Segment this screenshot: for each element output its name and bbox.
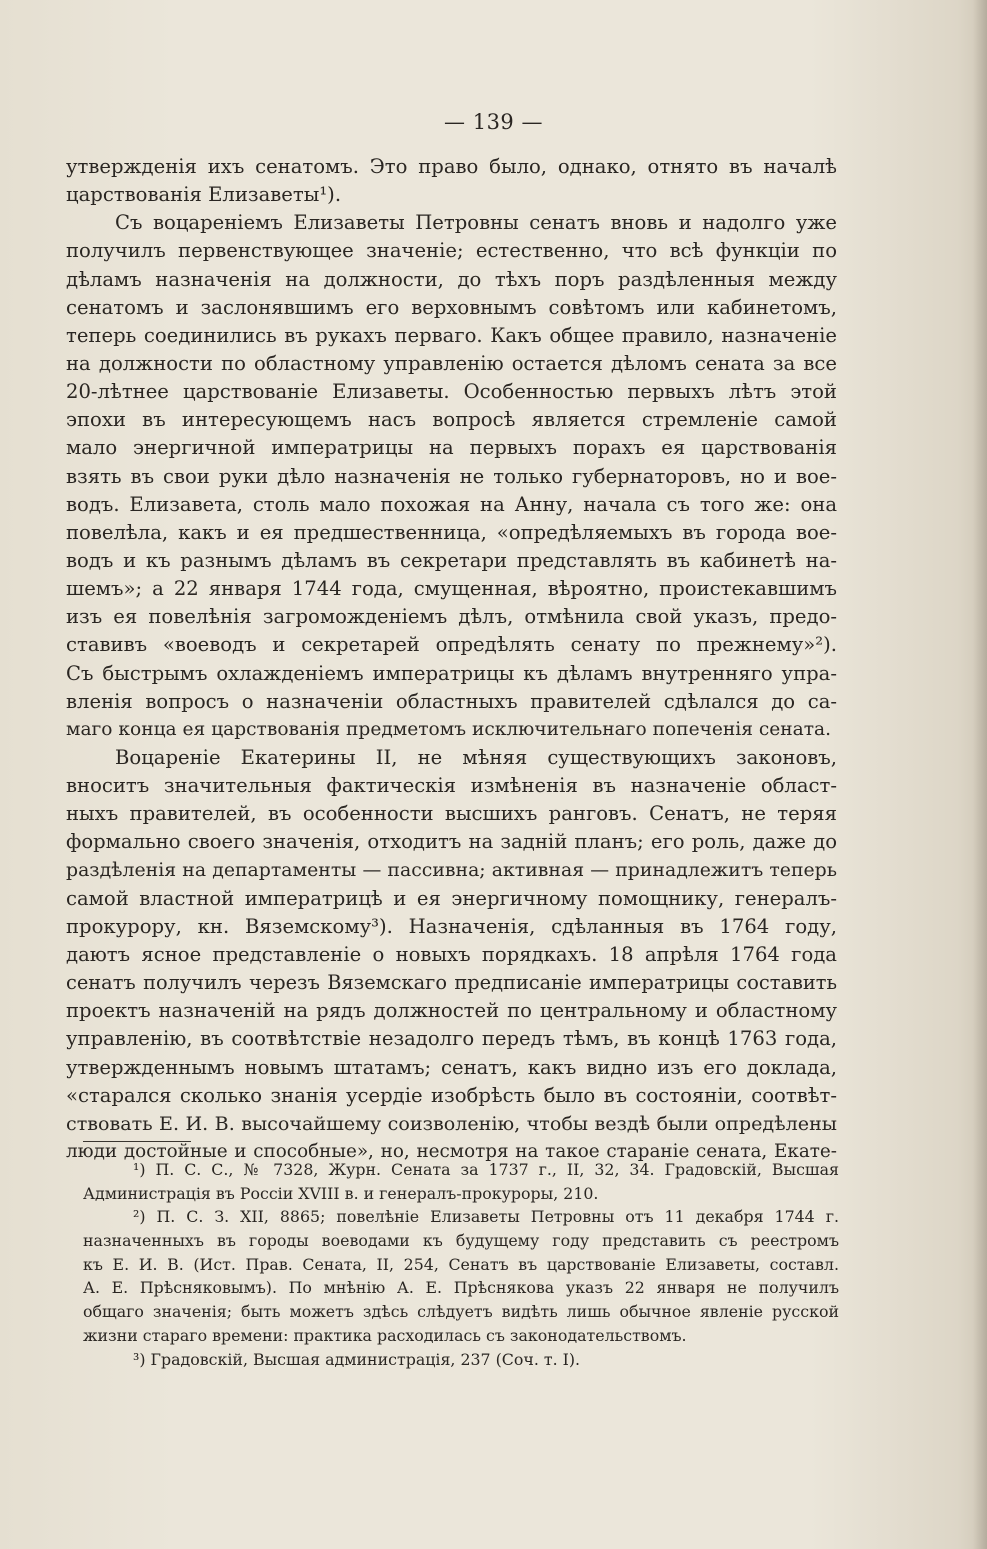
text-line: шемъ»; а 22 января 1744 года, смущенная, вѣроятно, проистекавшимъ xyxy=(66,577,837,601)
text-line: прокурору, кн. Вяземскому³). Назначенія, сдѣланныя въ 1764 году, xyxy=(66,914,837,938)
page-binding-shadow xyxy=(973,0,987,1549)
text-line: проектъ назначеній на рядъ должностей по центральному и областному xyxy=(66,999,837,1023)
text-line: ныхъ правителей, въ особенности высшихъ ранговъ. Сенатъ, не теряя xyxy=(66,802,837,826)
text-line: самой властной императрицѣ и ея энергичному помощнику, генералъ- xyxy=(66,886,837,910)
text-line: дѣламъ назначенія на должности, до тѣхъ поръ раздѣленныя между xyxy=(66,267,837,291)
text-line: получилъ первенствующее значеніе; естественно, что всѣ функціи по xyxy=(66,239,837,263)
footnote-line: общаго значенія; быть можетъ здѣсь слѣдуетъ видѣть лишь обычное явленіе русской xyxy=(83,1302,839,1322)
text-line: взять въ свои руки дѣло назначенія не только губернаторовъ, но и вое- xyxy=(66,464,837,488)
text-line: формально своего значенія, отходитъ на задній планъ; его роль, даже до xyxy=(66,830,837,854)
text-line: утвержденія ихъ сенатомъ. Это право было, однако, отнято въ началѣ xyxy=(66,155,837,178)
text-line: люди достойные и способные», но, несмотря на такое стараніе сената, Екате- xyxy=(66,1140,837,1162)
text-line: изъ ея повелѣнія загроможденіемъ дѣлъ, отмѣнила свой указъ, предо- xyxy=(66,605,837,629)
text-line: управленію, въ соотвѣтствіе незадолго передъ тѣмъ, въ концѣ 1763 года, xyxy=(66,1027,837,1051)
text-line: сенатомъ и заслонявшимъ его верховнымъ совѣтомъ или кабинетомъ, xyxy=(66,295,837,319)
text-line: Съ быстрымъ охлажденіемъ императрицы къ дѣламъ внутренняго упра- xyxy=(66,661,837,685)
text-line: мало энергичной императрицы на первыхъ порахъ ея царствованія xyxy=(66,436,837,460)
footnote-line: назначенныхъ въ городы воеводами къ будущему году представить съ реестромъ xyxy=(83,1231,839,1251)
footnote-line: А. Е. Прѣсняковымъ). По мнѣнію А. Е. Прѣснякова указъ 22 января не получилъ xyxy=(83,1278,839,1298)
text-line: эпохи въ интересующемъ насъ вопросѣ является стремленіе самой xyxy=(66,408,837,432)
footnote-line: жизни стараго времени: практика расходилась съ законодательствомъ. xyxy=(83,1325,687,1345)
text-line: вленія вопросъ о назначеніи областныхъ правителей сдѣлался до са- xyxy=(66,689,837,713)
footnote-line: къ Е. И. В. (Ист. Прав. Сената, II, 254, Сенатъ въ царствованіе Елизаветы, составл. xyxy=(83,1254,839,1274)
footnote-line: ²) П. С. З. XII, 8865; повелѣніе Елизаветы Петровны отъ 11 декабря 1744 г. xyxy=(133,1207,839,1227)
text-line: раздѣленія на департаменты — пассивна; активная — принадлежитъ теперь xyxy=(66,859,837,881)
text-line: ствовать Е. И. В. высочайшему соизволенію, чтобы вездѣ были опредѣлены xyxy=(66,1111,837,1135)
page-number: — 139 — xyxy=(444,110,543,134)
text-line: утвержденнымъ новымъ штатамъ; сенатъ, какъ видно изъ его доклада, xyxy=(66,1055,837,1079)
text-line: теперь соединились въ рукахъ перваго. Какъ общее правило, назначеніе xyxy=(66,323,837,347)
text-line: Съ воцареніемъ Елизаветы Петровны сенатъ вновь и надолго уже xyxy=(115,211,837,235)
text-line: маго конца ея царствованія предметомъ исключительнаго попеченія сената. xyxy=(66,718,832,740)
text-line: водъ. Елизавета, столь мало похожая на Анну, начала съ того же: она xyxy=(66,492,837,516)
text-line: вноситъ значительныя фактическія измѣненія въ назначеніе област- xyxy=(66,774,837,798)
footnote-divider xyxy=(83,1141,191,1142)
main-text xyxy=(66,153,837,1166)
text-line: повелѣла, какъ и ея предшественница, «опредѣляемыхъ въ города вое- xyxy=(66,520,837,544)
footnote-line: Администрація въ Россіи XVIII в. и генералъ-прокуроры, 210. xyxy=(83,1183,599,1203)
text-line: «старался сколько знанія усердіе изобрѣсть было въ состояніи, соотвѣт- xyxy=(66,1083,837,1107)
text-line: ставивъ «воеводъ и секретарей опредѣлять сенату по прежнему»²). xyxy=(66,633,837,657)
text-line: водъ и къ разнымъ дѣламъ въ секретари представлять въ кабинетѣ на- xyxy=(66,548,837,572)
text-line: сенатъ получилъ черезъ Вяземскаго предписаніе императрицы составить xyxy=(66,971,837,995)
footnote-line: ¹) П. С. С., № 7328, Журн. Сената за 1737 г., II, 32, 34. Градовскій, Высшая xyxy=(133,1160,839,1179)
footnote-line: ³) Градовскій, Высшая администрація, 237 (Соч. т. I). xyxy=(133,1349,581,1369)
text-line: даютъ ясное представленіе о новыхъ порядкахъ. 18 апрѣля 1764 года xyxy=(66,942,837,966)
text-line: царствованія Елизаветы¹). xyxy=(66,183,342,207)
text-line: Воцареніе Екатерины II, не мѣняя существующихъ законовъ, xyxy=(115,745,837,769)
footnotes xyxy=(83,1158,839,1371)
text-line: на должности по областному управленію остается дѣломъ сената за все xyxy=(66,351,837,375)
text-line: 20-лѣтнее царствованіе Елизаветы. Особенностью первыхъ лѣтъ этой xyxy=(66,380,837,404)
